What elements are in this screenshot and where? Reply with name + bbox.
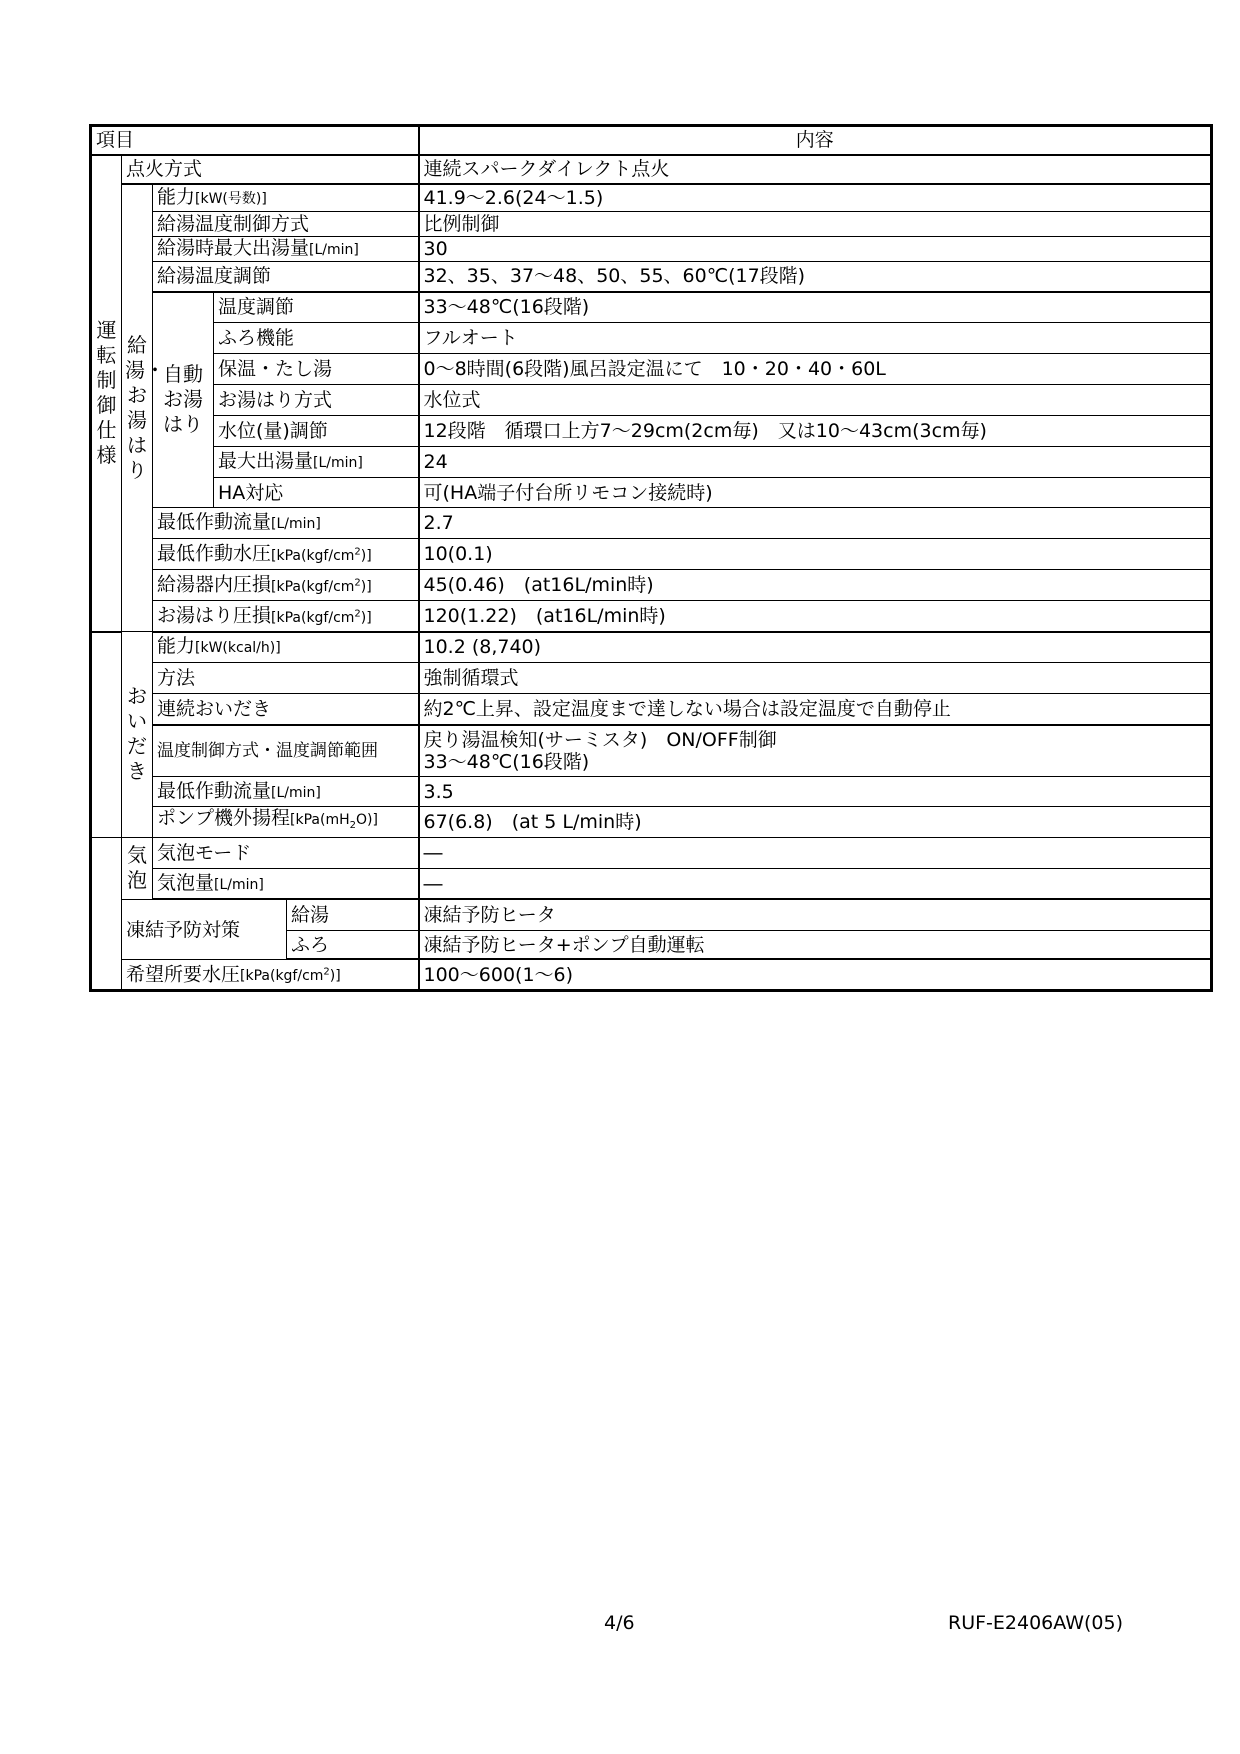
table-row bbox=[91, 212, 1212, 237]
row-value: 12段階 循環口上方7～29cm(2cm毎) 又は10～43cm(3cm毎) bbox=[419, 416, 1212, 447]
row-value: 強制循環式 bbox=[419, 663, 1212, 694]
page-number: 4/6 bbox=[604, 1612, 635, 1634]
table-row bbox=[91, 777, 1212, 807]
table-row bbox=[91, 292, 1212, 323]
table-row bbox=[91, 416, 1212, 447]
row-sublabel: 給湯 bbox=[287, 899, 419, 930]
row-label: 点火方式 bbox=[122, 155, 419, 184]
main-column-filler bbox=[91, 837, 122, 990]
table-row bbox=[91, 959, 1212, 990]
row-label: 能力[kW(kcal/h)] bbox=[153, 632, 419, 663]
row-label: 最低作動流量[L/min] bbox=[153, 777, 419, 807]
row-label: 保温・たし湯 bbox=[214, 354, 419, 385]
table-row bbox=[91, 354, 1212, 385]
table-row bbox=[91, 601, 1212, 632]
row-value: 0～8時間(6段階)風呂設定温にて 10・20・40・60L bbox=[419, 354, 1212, 385]
group-label-main-cont bbox=[91, 632, 122, 838]
row-label: ポンプ機外揚程$[kPa(mH_2O)]$ bbox=[153, 807, 419, 838]
row-label: 温度制御方式・温度調節範囲 bbox=[153, 725, 419, 777]
table-row bbox=[91, 385, 1212, 416]
row-value: 120(1.22) (at16L/min時) bbox=[419, 601, 1212, 632]
table-row bbox=[91, 725, 1212, 777]
row-label: 温度調節 bbox=[214, 292, 419, 323]
row-value: 32、35、37～48、50、55、60℃(17段階) bbox=[419, 262, 1212, 292]
table-row bbox=[91, 323, 1212, 354]
row-value: 41.9～2.6(24～1.5) bbox=[419, 184, 1212, 212]
row-label: 最低作動流量[L/min] bbox=[153, 508, 419, 539]
row-value: 可(HA端子付台所リモコン接続時) bbox=[419, 478, 1212, 508]
row-label: 方法 bbox=[153, 663, 419, 694]
row-label: 能力[kW(号数)] bbox=[153, 184, 419, 212]
row-label: 凍結予防対策 bbox=[122, 899, 287, 959]
row-value: 戻り湯温検知(サーミスタ) ON/OFF制御 33～48℃(16段階) bbox=[419, 725, 1212, 777]
table-row bbox=[91, 184, 1212, 212]
table-row bbox=[91, 868, 1212, 899]
table-row bbox=[91, 570, 1212, 601]
item-header: 項目 bbox=[91, 126, 419, 155]
row-label: 給湯器内圧損$[kPa(kgf/cm^2)]$ bbox=[153, 570, 419, 601]
row-value: 100～600(1～6) bbox=[419, 959, 1212, 990]
table-row bbox=[91, 539, 1212, 570]
row-value: 水位式 bbox=[419, 385, 1212, 416]
row-value: フルオート bbox=[419, 323, 1212, 354]
row-value: 連続スパークダイレクト点火 bbox=[419, 155, 1212, 184]
row-value: 33～48℃(16段階) bbox=[419, 292, 1212, 323]
table-row bbox=[91, 632, 1212, 663]
row-label: 最大出湯量[L/min] bbox=[214, 447, 419, 478]
table-row bbox=[91, 447, 1212, 478]
content-header: 内容 bbox=[419, 126, 1212, 155]
row-value: ― bbox=[419, 837, 1212, 868]
table-row bbox=[91, 663, 1212, 694]
row-label: 最低作動水圧$[kPa(kgf/cm^2)]$ bbox=[153, 539, 419, 570]
table-row bbox=[91, 478, 1212, 508]
row-sublabel: ふろ bbox=[287, 930, 419, 959]
row-value: 凍結予防ヒータ bbox=[419, 899, 1212, 930]
group-label-auto-fill: 自動お湯はり bbox=[153, 292, 214, 508]
row-label: 給湯温度制御方式 bbox=[153, 212, 419, 237]
group-label-main: 運転制御仕様 bbox=[91, 155, 122, 632]
row-label: 給湯時最大出湯量[L/min] bbox=[153, 237, 419, 262]
table-row bbox=[91, 508, 1212, 539]
row-label: 水位(量)調節 bbox=[214, 416, 419, 447]
row-label: お湯はり方式 bbox=[214, 385, 419, 416]
table-row bbox=[91, 694, 1212, 725]
row-label: 気泡量[L/min] bbox=[153, 868, 419, 899]
row-value: 比例制御 bbox=[419, 212, 1212, 237]
row-label: ふろ機能 bbox=[214, 323, 419, 354]
table-row bbox=[91, 237, 1212, 262]
row-value: 凍結予防ヒータ+ポンプ自動運転 bbox=[419, 930, 1212, 959]
row-value: 45(0.46) (at16L/min時) bbox=[419, 570, 1212, 601]
row-value: 3.5 bbox=[419, 777, 1212, 807]
group-label-kyuto: 給湯・お湯はり bbox=[122, 184, 153, 632]
spec-table bbox=[89, 124, 1213, 992]
document-id: RUF-E2406AW(05) bbox=[948, 1612, 1123, 1634]
row-label: 希望所要水圧$[kPa(kgf/cm^2)]$ bbox=[122, 959, 419, 990]
row-value: ― bbox=[419, 868, 1212, 899]
row-label: HA対応 bbox=[214, 478, 419, 508]
table-row bbox=[91, 807, 1212, 838]
row-value: 24 bbox=[419, 447, 1212, 478]
row-value: 10.2 (8,740) bbox=[419, 632, 1212, 663]
row-label: 気泡モード bbox=[153, 837, 419, 868]
group-label-oidaki: おいだき bbox=[122, 632, 153, 838]
table-row bbox=[91, 155, 1212, 184]
row-value: 30 bbox=[419, 237, 1212, 262]
row-value: 10(0.1) bbox=[419, 539, 1212, 570]
row-value: 約2℃上昇、設定温度まで達しない場合は設定温度で自動停止 bbox=[419, 694, 1212, 725]
row-label: 給湯温度調節 bbox=[153, 262, 419, 292]
header-row bbox=[91, 126, 1212, 155]
row-label: 連続おいだき bbox=[153, 694, 419, 725]
group-label-bubble: 気泡 bbox=[122, 837, 153, 899]
row-value: 67(6.8) (at 5 L/min時) bbox=[419, 807, 1212, 838]
table-row bbox=[91, 837, 1212, 868]
table-row bbox=[91, 899, 1212, 930]
row-label: お湯はり圧損$[kPa(kgf/cm^2)]$ bbox=[153, 601, 419, 632]
row-value: 2.7 bbox=[419, 508, 1212, 539]
table-row bbox=[91, 262, 1212, 292]
